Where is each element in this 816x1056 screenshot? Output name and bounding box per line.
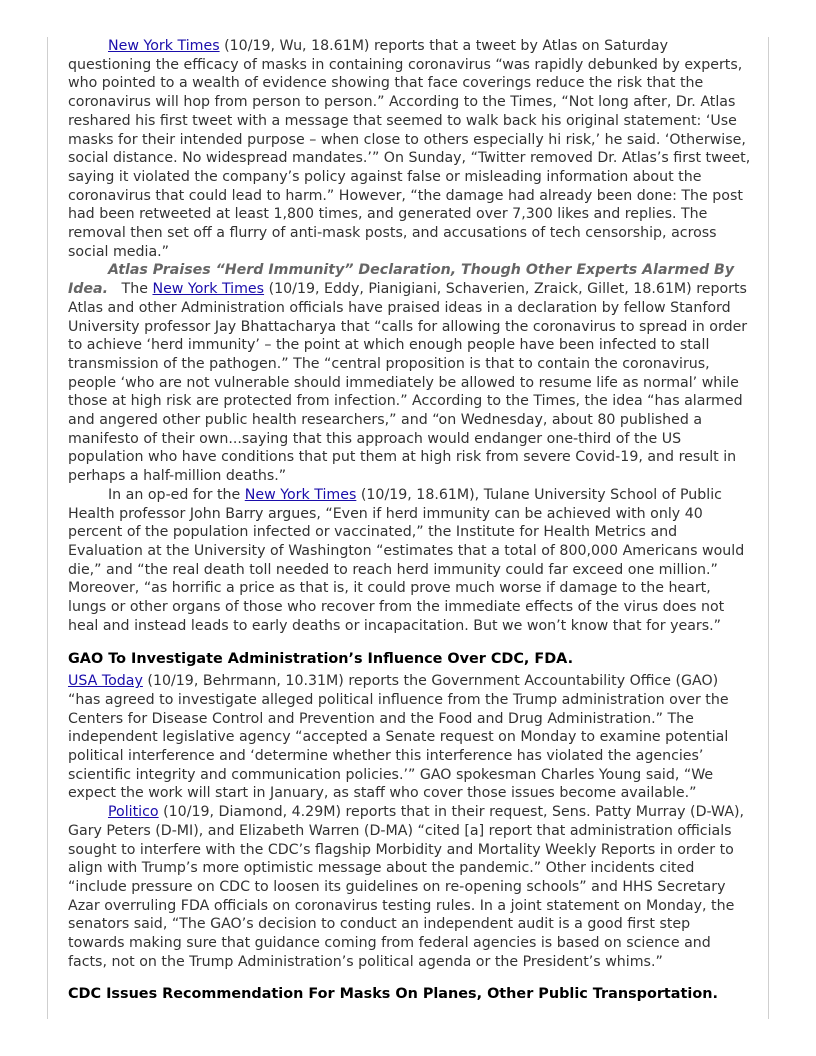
usa-today-link[interactable]: USA Today bbox=[68, 673, 143, 690]
heading-gao: GAO To Investigate Administration’s Influence Over CDC, FDA. bbox=[68, 650, 574, 667]
paragraph-herd-immunity bbox=[68, 261, 751, 485]
nyt-link[interactable]: New York Times bbox=[152, 281, 265, 298]
paragraph-text: (10/19, 18.61M), Tulane University School of Public Health professor John Barry argues, “Even if herd immunity can be achieved with only 40 percent of the population infected or vaccinated,” the Institute for Health Metrics and Evaluation at the University of Washington “estimates that a total of 800,000 Americans would die,” and “the real death toll needed to reach herd immunity could far exceed one million.” Moreover, “as horrific a price as that is, it could prove much worse if damage to the heart, lungs or other organs of those who recover from the immediate effects of the virus does not heal and instead leads to early deaths or incapacitation. But we won’t know that for years.” bbox=[68, 486, 745, 634]
paragraph-text: (10/19, Behrmann, 10.31M) reports the Government Accountability Office (GAO) “has agreed to investigate alleged political influence from the Trump administration over the Centers for Disease Control and Prevention and the Food and Drug Administration.” The independent legislative agency “accepted a Senate request on Monday to examine potential political interference and ‘determine whether this interference has violated the agencies’ scientific integrity and communication policies.’” GAO spokesman Charles Young said, “We expect the work will start in January, as staff who cover those issues become available.” bbox=[68, 673, 729, 802]
paragraph-text: (10/19, Eddy, Pianigiani, Schaverien, Zraick, Gillet, 18.61M) reports Atlas and other Administration officials have praised ideas in a declaration by fellow Stanford University professor Jay Bhattacharya that “calls for allowing the coronavirus to spread in order to achieve ‘herd immunity’ – the point at which enough people have been infected to stall transmission of the pathogen.” The “central proposition is that to contain the coronavirus, people ‘who are not vulnerable should immediately be allowed to resume life as normal’ while those at high risk are protected from infection.” According to the Times, the idea “has alarmed and angered other public health researchers,” and “on Wednesday, about 80 published a manifesto of their own...saying that this approach would endanger one-third of the US population who have conditions that put them at high risk from severe Covid-19, and result in perhaps a half-million deaths.” bbox=[68, 281, 748, 485]
document-page bbox=[68, 37, 751, 1004]
paragraph-text: (10/19, Diamond, 4.29M) reports that in their request, Sens. Patty Murray (D-WA), Gary Peters (D-MI), and Elizabeth Warren (D-MA) “cited [a] report that administration officials sought to interfere with the CDC’s flagship Morbidity and Mortality Weekly Reports in order to align with Trump’s more optimistic message about the pandemic.” Other incidents cited “include pressure on CDC to loosen its guidelines on re-opening schools” and HHS Secretary Azar overruling FDA officials on coronavirus testing rules. In a joint statement on Monday, the senators said, “The GAO’s decision to conduct an independent audit is a good first step towards making sure that guidance coming from federal agencies is based on science and facts, not on the Trump Administration’s political agenda or the President’s whims.” bbox=[68, 804, 745, 970]
paragraph-op-ed-barry bbox=[68, 486, 751, 636]
right-page-border bbox=[768, 37, 769, 1019]
paragraph-politico bbox=[68, 803, 751, 971]
subheading-herd-immunity: Atlas Praises “Herd Immunity” Declaration, Though Other Experts Alarmed By Idea. bbox=[68, 262, 735, 298]
nyt-link[interactable]: New York Times bbox=[108, 38, 220, 54]
paragraph-usa-today bbox=[68, 672, 751, 803]
left-page-border bbox=[47, 37, 48, 1019]
politico-link[interactable]: Politico bbox=[108, 804, 159, 821]
paragraph-lead: The bbox=[108, 281, 153, 298]
heading-cdc-masks: CDC Issues Recommendation For Masks On Planes, Other Public Transportation. bbox=[68, 986, 718, 1003]
paragraph-lead: In an op-ed for the bbox=[108, 486, 245, 503]
paragraph-text: (10/19, Wu, 18.61M) reports that a tweet by Atlas on Saturday questioning the efficacy of masks in containing coronavirus “was rapidly debunked by experts, who pointed to a wealth of evidence showing that face coverings reduce the risk that the coronavirus will hop from person to person.” According to the Times, “Not long after, Dr. Atlas reshared his first tweet with a message that seemed to walk back his original statement: ‘Use masks for their intended purpose – when close to others especially hi risk,’ he said. ‘Otherwise, social distance. No widespread mandates.’” On Sunday, “Twitter removed Dr. Atlas’s first tweet, saying it violated the company’s policy against false or misleading information about the coronavirus that could lead to harm.” However, “the damage had already been done: The post had been retweeted at least 1,800 times, and generated over 7,300 likes and replies. The removal then set off a flurry of anti-mask posts, and accusations of tech censorship, across social media.” bbox=[68, 38, 751, 260]
paragraph-atlas-tweet bbox=[68, 37, 751, 261]
nyt-link[interactable]: New York Times bbox=[244, 486, 357, 503]
